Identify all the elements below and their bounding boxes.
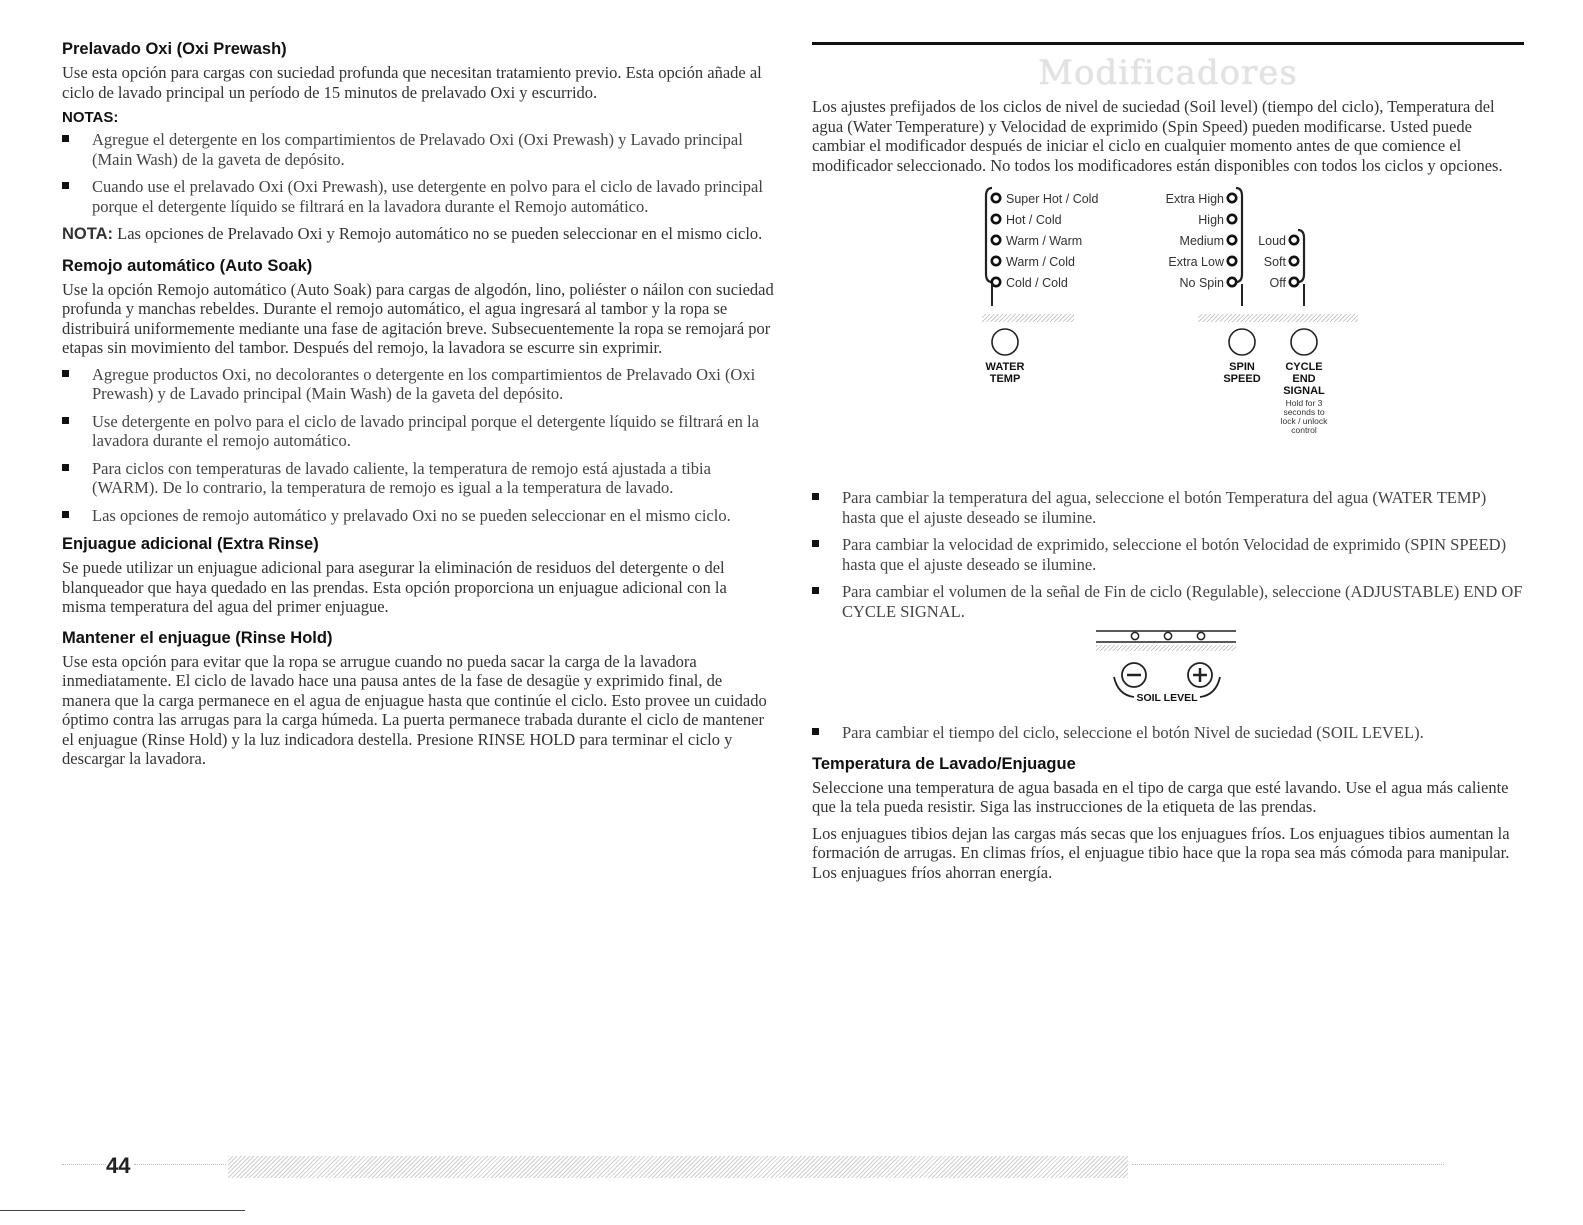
list-item: Para cambiar el tiempo del ciclo, seleccione el botón Nivel de suciedad (SOIL LEVEL). [812,723,1524,743]
bullet-square-icon [62,511,69,518]
indicator-icon [992,194,1000,202]
temperature-heading: Temperatura de Lavado/Enjuague [812,754,1076,773]
spin-option: Extra High [1165,192,1224,206]
indicator-icon [1228,215,1236,223]
water-option: Cold / Cold [1006,276,1068,290]
water-temp-bracket [986,188,992,282]
hold-note: seconds to [1283,407,1325,417]
cycle-option: Soft [1263,255,1286,269]
note-paragraph [62,224,774,245]
footer-dotted-rule [62,1164,106,1165]
page-number: 44 [106,1153,131,1178]
note-label: NOTA: [62,225,114,243]
hold-note: Hold for 3 [1285,398,1323,408]
cycle-end-label: SIGNAL [1283,385,1325,397]
control-panel-diagram [812,182,1524,482]
indicator-icon [1290,278,1298,286]
bullet-square-icon [812,728,819,735]
indicator-icon [1197,632,1204,639]
footer-dotted-rule [134,1164,226,1165]
right-column [812,42,1524,889]
soil-level-diagram [812,629,1524,713]
indicator-icon [992,215,1000,223]
oxi-prewash-heading: Prelavado Oxi (Oxi Prewash) [62,40,287,58]
indicator-icon [1228,194,1236,202]
temperature-paragraph-1: Seleccione una temperatura de agua basada en el tipo de carga que esté lavando. Use el agua más caliente que la tela pueda resistir. Siga las instrucciones de la etiqueta de las prendas. [812,777,1509,816]
hold-note: control [1291,425,1317,435]
indicator-icon [1228,257,1236,265]
spin-option: No Spin [1179,276,1224,290]
indicator-icon [1228,278,1236,286]
oxi-prewash-paragraph: Use esta opción para cargas con suciedad profunda que necesitan tratamiento previo. Esta opción añade al ciclo de lavado principal un período de 15 minutos de prelavado Oxi y escurrido. [62,63,762,102]
water-temp-button[interactable] [992,329,1018,355]
list-item: Agregue productos Oxi, no decolorantes o detergente en los compartimientos de Prelavado Oxi (Oxi Prewash) y de Lavado principal (Main Wash) de la gaveta del depósito. [62,365,774,404]
footer-hatch-bar [228,1156,1128,1178]
indicator-icon [1290,257,1298,265]
water-temp-label: WATER [985,361,1025,373]
cycle-option: Off [1269,276,1286,290]
bullet-square-icon [62,464,69,471]
spin-speed-options [1166,192,1237,290]
spin-speed-button[interactable] [1229,329,1255,355]
spin-speed-label: SPEED [1223,373,1261,385]
cycle-end-label: END [1292,373,1316,385]
water-option: Warm / Cold [1006,255,1075,269]
water-option: Warm / Warm [1006,234,1083,248]
spin-option: Medium [1179,234,1224,248]
indicator-icon [992,236,1000,244]
list-item: Para ciclos con temperaturas de lavado caliente, la temperatura de remojo está ajustada a tibia (WARM). De lo contrario, la temperatura de remojo es igual a la temperatura de lavado. [62,459,774,498]
list-item: Para cambiar la temperatura del agua, seleccione el botón Temperatura del agua (WATER TEMP) hasta que el ajuste deseado se ilumine. [812,488,1524,527]
water-option: Hot / Cold [1006,213,1062,227]
left-column [62,38,774,776]
bullet-square-icon [62,370,69,377]
page-title: Modificadores [1038,53,1298,93]
indicator-icon [1290,236,1298,244]
section-rule [812,42,1524,45]
spin-option: High [1198,213,1224,227]
spin-option: Extra Low [1168,255,1224,269]
rinse-hold-paragraph: Use esta opción para evitar que la ropa se arrugue cuando no pueda sacar la carga de la lavadora inmediatamente. El ciclo de lavado hace una pausa antes de la fase de desagüe y exprimido final, de manera que la carga permanece en el agua de enjuague hasta que continúe el ciclo. Esto provee un cuidado óptimo contra las arrugas para la carga húmeda. La puerta permanece trabada durante el ciclo de mantener el enjuague (Rinse Hold) y la luz indicadora destella. Presione RINSE HOLD para terminar el ciclo y descargar la lavadora. [62,651,767,768]
soil-level-label: SOIL LEVEL [1136,692,1198,704]
water-temp-options [992,192,1099,290]
list-item: Cuando use el prelavado Oxi (Oxi Prewash), use detergente en polvo para el ciclo de lavado principal porque el detergente líquido se filtrará en la lavadora durante el Remojo automático. [62,177,774,216]
auto-soak-paragraph: Use la opción Remojo automático (Auto Soak) para cargas de algodón, lino, poliéster o náilon con suciedad profunda y manchas rebeldes. Durante el remojo automático, el agua ingresará al tambor y la ropa se distribuirá uniformemente mediante una fase de agitación breve. Subsecuentemente la ropa se remojará por etapas sin movimiento del tambor. Después del remojo, la lavadora se escurre sin exprimir. [62,279,774,357]
modifiers-intro-paragraph: Los ajustes prefijados de los ciclos de nivel de suciedad (Soil level) (tiempo del ciclo), Temperatura del agua (Water Temperature) y Velocidad de exprimido (Spin Speed) pueden modificarse. Usted puede cambiar el modificador después de iniciar el ciclo en cualquier momento antes de que comience el modificador seleccionado. No todos los modificadores están disponibles con todos los ciclos y opciones. [812,97,1503,175]
bullet-square-icon [812,587,819,594]
list-item: Para cambiar el volumen de la señal de Fin de ciclo (Regulable), seleccione (ADJUSTABLE) END OF CYCLE SIGNAL. [812,582,1524,621]
note-text: Las opciones de Prelavado Oxi y Remojo automático no se pueden seleccionar en el mismo ciclo. [113,224,763,243]
indicator-icon [992,257,1000,265]
bullet-square-icon [62,135,69,142]
cycle-end-signal-button[interactable] [1291,329,1317,355]
spin-speed-label: SPIN [1229,361,1255,373]
auto-soak-heading: Remojo automático (Auto Soak) [62,256,313,275]
spin-speed-bracket [1236,188,1242,282]
temperature-paragraph-2: Los enjuagues tibios dejan las cargas más secas que los enjuagues fríos. Los enjuagues tibios aumentan la formación de arrugas. En climas fríos, el enjuague tibio hace que la ropa sea más cómoda para manipular. Los enjuagues fríos ahorran energía. [812,823,1510,882]
list-item: Use detergente en polvo para el ciclo de lavado principal porque el detergente líquido se filtrará en la lavadora durante el remojo automático. [62,412,774,451]
water-option: Super Hot / Cold [1006,192,1099,206]
cycle-signal-options [1258,234,1298,290]
extra-rinse-heading: Enjuague adicional (Extra Rinse) [62,535,319,553]
rinse-hold-heading: Mantener el enjuague (Rinse Hold) [62,628,333,647]
bullet-square-icon [62,417,69,424]
bullet-square-icon [812,493,819,500]
indicator-icon [1228,236,1236,244]
cycle-end-label: CYCLE [1285,361,1323,373]
list-item: Las opciones de remojo automático y prelavado Oxi no se pueden seleccionar en el mismo ciclo. [62,506,774,526]
notes-heading: NOTAS: [62,109,119,126]
water-temp-label: TEMP [989,373,1021,385]
list-item: Para cambiar la velocidad de exprimido, seleccione el botón Velocidad de exprimido (SPIN SPEED) hasta que el ajuste deseado se ilumine. [812,535,1524,574]
footer-dotted-rule [1132,1164,1444,1165]
extra-rinse-paragraph: Se puede utilizar un enjuague adicional para asegurar la eliminación de residuos del detergente o del blanqueador que haya quedado en las prendas. Esta opción proporciona un enjuague adicional con la misma temperatura del agua del primer enjuague. [62,558,727,616]
indicator-icon [1131,632,1138,639]
hold-note: lock / unlock [1280,416,1328,426]
indicator-icon [1164,632,1171,639]
bullet-square-icon [812,540,819,547]
bullet-square-icon [62,182,69,189]
bottom-rule [0,1210,245,1211]
list-item: Agregue el detergente en los compartimientos de Prelavado Oxi (Oxi Prewash) y Lavado principal (Main Wash) de la gaveta de depósito. [62,130,774,169]
cycle-option: Loud [1258,234,1286,248]
indicator-icon [992,278,1000,286]
